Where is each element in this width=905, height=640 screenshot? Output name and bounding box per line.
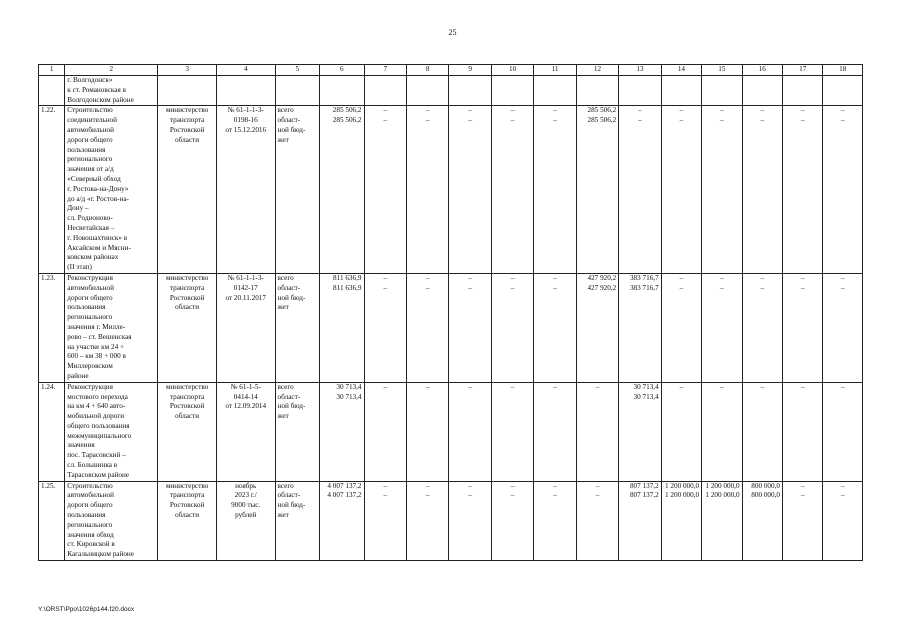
value: – [800, 106, 805, 115]
value-cell-7 [364, 106, 406, 274]
column-header-15: 15 [702, 65, 742, 76]
value-cell-18 [823, 481, 863, 560]
value-cell-10 [491, 382, 533, 481]
value: – [383, 283, 388, 292]
value-cell-14 [661, 106, 701, 274]
value: – [638, 106, 642, 115]
value-cell-11 [534, 481, 576, 560]
value-cell-9 [449, 382, 491, 481]
value-cell-16 [742, 106, 782, 274]
value: – [800, 273, 805, 282]
value: – [553, 106, 557, 115]
value: – [679, 106, 684, 115]
column-header-6: 6 [320, 65, 364, 76]
project-name: Строительство автомобильной дороги общего пользования регионального значения обход ст. Кировской в Кагальницком районе [65, 481, 158, 560]
document: № 61-1-1-3- 0142-17 от 20.11.2017 [216, 273, 275, 382]
column-header-17: 17 [783, 65, 823, 76]
value-cell-17 [783, 106, 823, 274]
column-header-12: 12 [576, 65, 618, 76]
value-cell-10 [491, 481, 533, 560]
value: – [800, 491, 805, 500]
value-cell-17 [783, 382, 823, 481]
document: № 61-1-5- 0414-14 от 12.09.2014 [216, 382, 275, 481]
value-cell-9 [449, 481, 491, 560]
column-header-8: 8 [406, 65, 448, 76]
value-cell-13 [619, 481, 661, 560]
table-row [39, 481, 863, 560]
agency: министерство транспорта Ростовской области [158, 382, 217, 481]
value-cell-10 [491, 106, 533, 274]
value: 383 716,7 [629, 283, 659, 292]
value: – [760, 116, 765, 125]
value: – [760, 106, 765, 115]
value-cell-7 [364, 382, 406, 481]
column-header-18: 18 [823, 65, 863, 76]
value: – [840, 283, 845, 292]
value: – [510, 116, 515, 125]
funding-source: всего област- ной бюд- жет [275, 382, 319, 481]
value-cell-18 [823, 106, 863, 274]
value-cell-12 [576, 273, 618, 382]
value: – [800, 382, 805, 391]
value: 811 636,9 [333, 283, 362, 292]
value-cell-14 [661, 273, 701, 382]
value: – [510, 273, 515, 282]
value-cell-9 [449, 273, 491, 382]
value-cell-16 [742, 481, 782, 560]
value: – [720, 273, 724, 282]
value: 800 000,0 [751, 481, 780, 490]
value: – [720, 283, 724, 292]
value: – [553, 283, 557, 292]
column-header-13: 13 [619, 65, 661, 76]
investment-table [38, 64, 863, 561]
value: 427 920,2 [587, 283, 617, 292]
page-number: 25 [448, 28, 457, 37]
value: 30 713,4 [633, 382, 659, 391]
value-cell-7 [364, 273, 406, 382]
value: 800 000,0 [751, 491, 780, 500]
value-cell-6 [320, 382, 364, 481]
value: – [468, 481, 472, 490]
agency: министерство транспорта Ростовской области [158, 106, 217, 274]
value: 4 007 137,2 [327, 481, 362, 490]
value: – [425, 283, 430, 292]
value: – [553, 491, 557, 500]
value: 807 137,2 [629, 491, 659, 500]
column-header-14: 14 [661, 65, 701, 76]
column-header-11: 11 [534, 65, 576, 76]
value: – [679, 283, 684, 292]
value-cell-15 [702, 273, 742, 382]
value: – [840, 273, 845, 282]
value: – [800, 116, 805, 125]
value-cell-13 [619, 273, 661, 382]
value-cell-14 [661, 481, 701, 560]
value-cell-12 [576, 382, 618, 481]
value-cell-8 [406, 382, 448, 481]
value-cell-12 [576, 106, 618, 274]
funding-source: всего област- ной бюд- жет [275, 481, 319, 560]
value: – [383, 273, 388, 282]
value: 1 200 000,0 [705, 491, 740, 500]
value: 383 716,7 [629, 273, 659, 282]
value: 427 920,2 [587, 273, 617, 282]
table-row [39, 273, 863, 382]
row-number: 1.25. [39, 481, 65, 560]
column-header-3: 3 [158, 65, 217, 76]
value: 1 200 000,0 [705, 481, 740, 490]
value: 811 636,9 [333, 273, 362, 282]
column-number-row [39, 65, 863, 76]
value-cell-17 [783, 481, 823, 560]
value-cell-15 [702, 382, 742, 481]
value: – [425, 273, 430, 282]
value: – [840, 481, 845, 490]
funding-source: всего област- ной бюд- жет [275, 106, 319, 274]
value: – [800, 481, 805, 490]
value: – [468, 382, 472, 391]
value: – [383, 481, 388, 490]
value: – [510, 283, 515, 292]
value-cell-17 [783, 273, 823, 382]
value-cell-18 [823, 382, 863, 481]
column-header-2: 2 [65, 65, 158, 76]
value-cell-15 [702, 481, 742, 560]
value: – [468, 116, 472, 125]
value-cell-6 [320, 273, 364, 382]
value-cell-10 [491, 273, 533, 382]
value: – [468, 491, 472, 500]
funding-source: всего област- ной бюд- жет [275, 273, 319, 382]
project-name: Реконструкция мостового перехода на км 4 + 640 авто- мобильной дороги общего пользования межмуниципального значения пос. Тарасовский – сл. Большинка в Тарасовском районе [65, 382, 158, 481]
value: – [679, 116, 684, 125]
row-number: 1.22. [39, 106, 65, 274]
value-cell-11 [534, 273, 576, 382]
value-cell-11 [534, 106, 576, 274]
value: 285 506,2 [587, 106, 617, 115]
value-cell-9 [449, 106, 491, 274]
value: – [383, 491, 388, 500]
value: 285 506,2 [332, 116, 362, 125]
value: – [638, 116, 642, 125]
continuation-name: г. Волгодонск» к ст. Романовская в Волгодонском районе [65, 76, 158, 106]
value: – [553, 481, 557, 490]
value: – [383, 116, 388, 125]
value: – [840, 491, 845, 500]
value: 807 137,2 [629, 481, 659, 490]
value-cell-8 [406, 273, 448, 382]
value: – [468, 106, 472, 115]
file-path-footer: Y:\ORST\Ppo\1026p144.f20.docx [38, 606, 135, 613]
value: – [679, 382, 684, 391]
project-name: Реконструкция автомобильной дороги общего пользования регионального значения г. Милле- рово – ст. Вешенская на участке км 24 + 600 – км 38 + 000 в Миллеровском районе [65, 273, 158, 382]
value: – [553, 382, 557, 391]
value: – [383, 106, 388, 115]
table-row [39, 106, 863, 274]
row-number: 1.23. [39, 273, 65, 382]
value: 1 200 000,0 [664, 481, 700, 490]
value: – [468, 283, 472, 292]
value-cell-11 [534, 382, 576, 481]
value: – [800, 283, 805, 292]
column-header-4: 4 [216, 65, 275, 76]
column-header-9: 9 [449, 65, 491, 76]
value: – [425, 491, 430, 500]
value: – [425, 106, 430, 115]
row-number: 1.24. [39, 382, 65, 481]
value: – [595, 491, 600, 500]
value: – [468, 273, 472, 282]
value: – [760, 283, 765, 292]
agency: министерство транспорта Ростовской области [158, 273, 217, 382]
value-cell-6 [320, 106, 364, 274]
value-cell-14 [661, 382, 701, 481]
value: – [510, 382, 515, 391]
value-cell-6 [320, 481, 364, 560]
value: 30 713,4 [336, 392, 362, 401]
value-cell-12 [576, 481, 618, 560]
value-cell-8 [406, 481, 448, 560]
column-header-7: 7 [364, 65, 406, 76]
value: – [760, 273, 765, 282]
continuation-row [39, 76, 863, 106]
value: – [720, 382, 724, 391]
column-header-10: 10 [491, 65, 533, 76]
value-cell-8 [406, 106, 448, 274]
value: – [553, 273, 557, 282]
column-header-5: 5 [275, 65, 319, 76]
value: – [840, 382, 845, 391]
value: 285 506,2 [587, 116, 617, 125]
value: – [510, 481, 515, 490]
value: 4 007 137,2 [327, 491, 362, 500]
value: 285 506,2 [332, 106, 362, 115]
value: – [760, 382, 765, 391]
value: – [595, 382, 600, 391]
value-cell-15 [702, 106, 742, 274]
value: – [840, 106, 845, 115]
value-cell-16 [742, 273, 782, 382]
value: – [510, 491, 515, 500]
value: – [720, 106, 724, 115]
value: – [510, 106, 515, 115]
value: – [840, 116, 845, 125]
column-header-1: 1 [39, 65, 65, 76]
document: № 61-1-1-3- 0198-16 от 15.12.2016 [216, 106, 275, 274]
table-row [39, 382, 863, 481]
value: – [720, 116, 724, 125]
project-name: Строительство соединительной автомобильной дороги общего пользования регионального значения от а/д «Северный обход г. Ростова-на-Дону» до а/д «г. Ростов-на- Дону – сл. Родионово- Несветайская – г. Новошахтинск» в Аксайском и Мясни- ковском районах (II этап) [65, 106, 158, 274]
value: – [425, 116, 430, 125]
column-header-16: 16 [742, 65, 782, 76]
value: – [425, 481, 430, 490]
value: – [679, 273, 684, 282]
value-cell-13 [619, 106, 661, 274]
value: 1 200 000,0 [664, 491, 700, 500]
value: – [383, 382, 388, 391]
value-cell-18 [823, 273, 863, 382]
value-cell-7 [364, 481, 406, 560]
value: 30 713,4 [336, 382, 362, 391]
value-cell-13 [619, 382, 661, 481]
value: 30 713,4 [633, 392, 659, 401]
value: – [595, 481, 600, 490]
value: – [425, 382, 430, 391]
document: ноябрь 2023 г./ 9000 тыс. рублей [216, 481, 275, 560]
value: – [553, 116, 557, 125]
agency: министерство транспорта Ростовской области [158, 481, 217, 560]
value-cell-16 [742, 382, 782, 481]
